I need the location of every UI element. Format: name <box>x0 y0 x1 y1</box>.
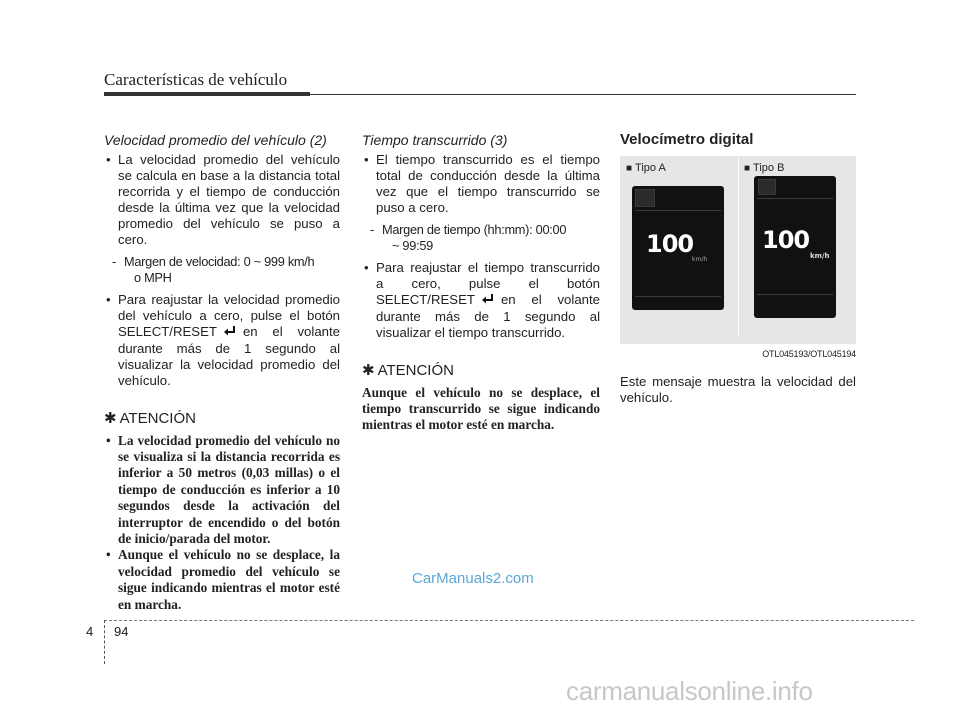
chapter-number: 4 <box>86 624 94 639</box>
reset-instruction-before: Para reajustar el tiempo transcurrido a cero, pulse el botón SELECT/RESET <box>376 260 600 307</box>
label-tipo-a: ■ Tipo A <box>626 162 666 174</box>
label-tipo-b: ■ Tipo B <box>744 162 785 174</box>
site-watermark: carmanualsonline.info <box>566 676 813 706</box>
column-average-speed <box>104 132 340 613</box>
speed-range-line1: Margen de velocidad: 0 ~ 999 km/h <box>124 254 315 269</box>
column-digital-speedometer <box>620 132 856 406</box>
speed-range-line2: o MPH <box>134 270 172 285</box>
watermark-link[interactable]: CarManuals2.com <box>412 570 534 587</box>
reset-instruction-before: Para reajustar la velocidad promedio del vehículo a cero, pulse el botón SELECT/RESET <box>118 292 340 339</box>
running-header-title: Características de vehículo <box>104 70 288 89</box>
footer-rule <box>104 620 914 621</box>
enter-key-icon <box>481 293 495 309</box>
section-heading-elapsed-time: Tiempo transcurrido (3) <box>362 132 508 148</box>
square-bullet-icon: ■ <box>744 163 751 174</box>
cross-mark-icon: ✱ <box>362 361 375 379</box>
list-item: • La velocidad promedio del vehículo no se visualiza si la distancia recorrida es inferior a 50 metros (0,03 millas) o el tiempo de conducción es inferior a 10 segundos desde la activación del interruptor de encendido o del botón de inicio/parada del motor. <box>104 433 340 548</box>
list-item <box>104 292 340 389</box>
time-range-note: - Margen de tiempo (hh:mm): 00:00 ~ 99:59 <box>362 222 600 254</box>
speed-range-note: - Margen de velocidad: 0 ~ 999 km/h o MPH <box>104 254 340 286</box>
enter-key-icon <box>223 325 237 341</box>
speed-unit-a: km/h <box>692 256 708 263</box>
page-number: 94 <box>114 624 129 639</box>
speed-value-b: 100 <box>762 226 810 254</box>
list-item: • La velocidad promedio del vehículo se calcula en base a la distancia total recorrida y el tiempo de conducción desde la última vez que la velocidad promedio del vehículo se puso a cero. <box>104 152 340 248</box>
list-item: • El tiempo transcurrido es el tiempo total de conducción desde la última vez que el tiempo transcurrido se puso a cero. <box>362 152 600 216</box>
reset-instruction-after: en el volante durante más de 1 segundo al visualizar el tiempo transcurrido. <box>376 292 600 340</box>
section-heading-average-speed: Velocidad promedio del vehículo (2) <box>104 132 327 148</box>
list-item <box>362 260 600 341</box>
speed-unit-b: km/h <box>810 252 830 260</box>
reset-instruction-after: en el volante durante más de 1 segundo al visualizar la velocidad promedio del vehículo. <box>118 324 340 388</box>
column-elapsed-time <box>362 132 600 434</box>
square-bullet-icon: ■ <box>626 163 633 174</box>
attention-body: Aunque el vehículo no se desplace, el tiempo transcurrido se sigue indicando mientras el motor esté en marcha. <box>362 384 600 433</box>
time-range-line2: ~ 99:59 <box>392 238 433 253</box>
section-heading-digital-speedometer: Velocímetro digital <box>620 131 754 148</box>
attention-heading: ✱ ATENCIÓN <box>104 409 196 427</box>
attention-body <box>104 433 340 613</box>
figure-code: OTL045193/OTL045194 <box>762 349 856 359</box>
time-range-line1: Margen de tiempo (hh:mm): 00:00 <box>382 222 567 237</box>
cluster-display-tipo-b <box>754 176 836 318</box>
list-item: • Aunque el vehículo no se desplace, la velocidad promedio del vehículo se sigue indicando mientras el motor esté en marcha. <box>104 547 340 613</box>
speedometer-description: Este mensaje muestra la velocidad del vehículo. <box>620 374 856 405</box>
cluster-display-tipo-a <box>632 186 724 310</box>
cross-mark-icon: ✱ <box>104 409 117 427</box>
footer-divider <box>104 620 105 664</box>
speed-value-a: 100 <box>646 230 694 258</box>
header-rule <box>104 94 856 95</box>
attention-heading: ✱ ATENCIÓN <box>362 361 454 379</box>
speedometer-illustration <box>620 156 856 344</box>
